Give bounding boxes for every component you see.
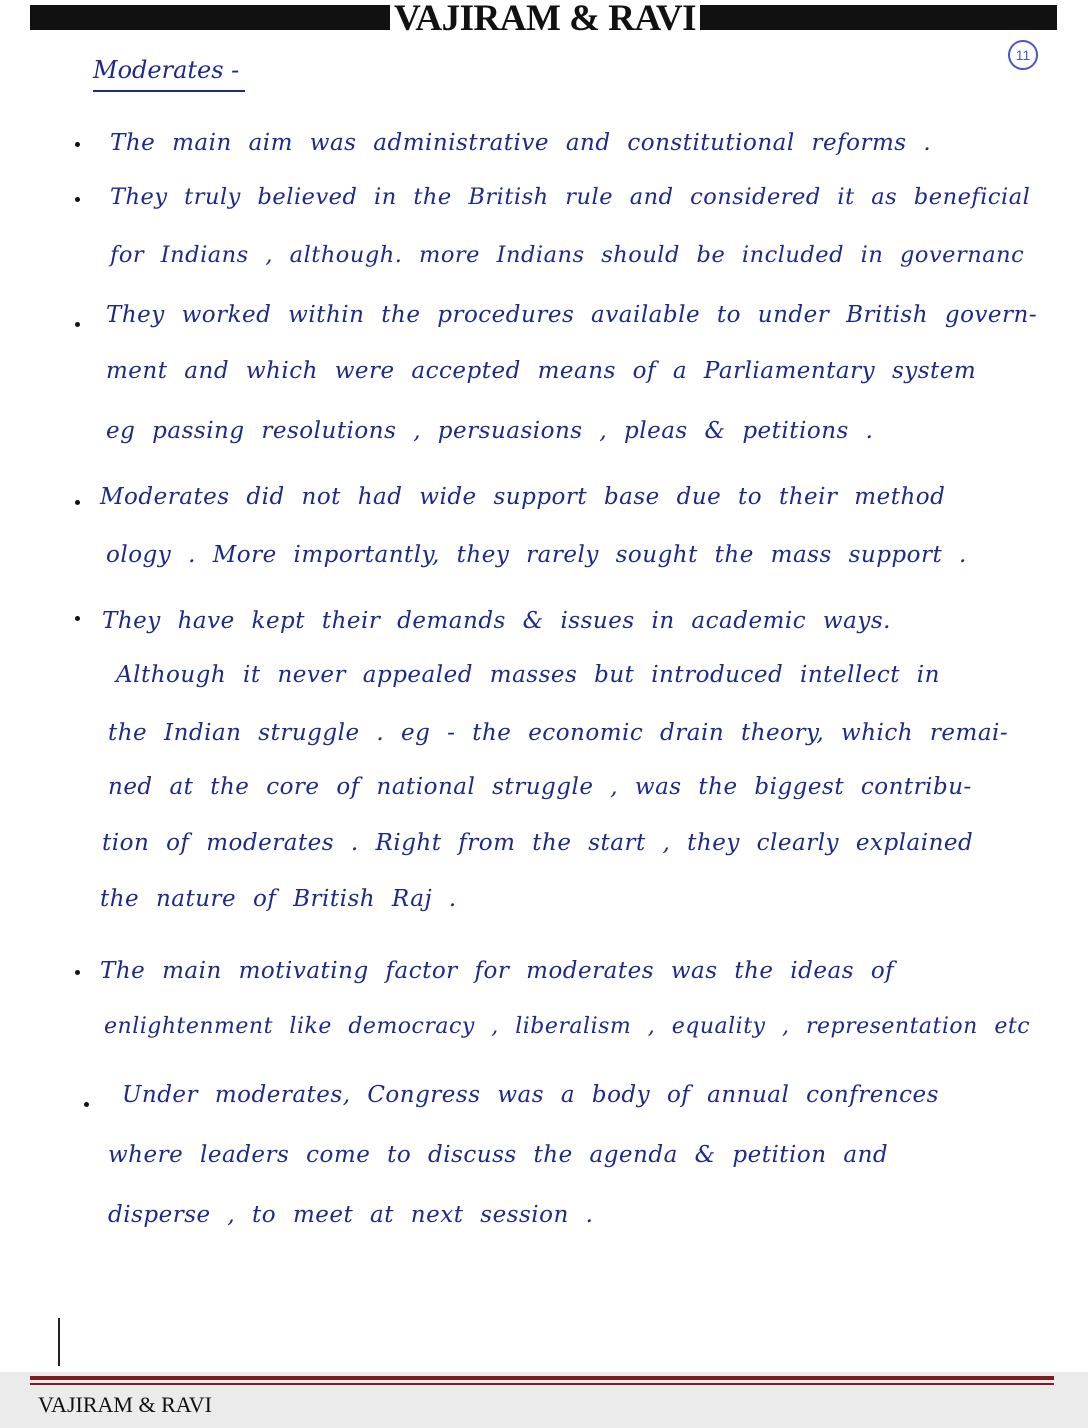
bullet-dot bbox=[75, 500, 80, 505]
note-line: Under moderates, Congress was a body of annual confrences bbox=[122, 1082, 939, 1108]
note-line: where leaders come to discuss the agenda & petition and bbox=[108, 1142, 889, 1168]
note-line: eg passing resolutions , persuasions , pleas & petitions . bbox=[106, 418, 874, 444]
note-line: enlightenment like democracy , liberalism , equality , representation etc bbox=[104, 1014, 1031, 1039]
bullet-dot bbox=[75, 197, 80, 202]
bullet-dot bbox=[75, 322, 80, 327]
note-line: the nature of British Raj . bbox=[100, 886, 457, 912]
note-line: ology . More importantly, they rarely sought the mass support . bbox=[106, 542, 967, 568]
notes-title: Moderates - bbox=[93, 56, 245, 92]
page-number-badge: 11 bbox=[1008, 40, 1038, 70]
note-line: They worked within the procedures available to under British govern- bbox=[106, 302, 1038, 328]
note-line: The main aim was administrative and constitutional reforms . bbox=[110, 130, 932, 156]
header-brand: VAJIRAM & RAVI bbox=[393, 0, 697, 39]
note-line: Although it never appealed masses but introduced intellect in bbox=[116, 662, 940, 688]
note-line: for Indians , although. more Indians should be included in governanc bbox=[110, 242, 1025, 268]
bullet-dot bbox=[75, 142, 80, 147]
note-line: tion of moderates . Right from the start , they clearly explained bbox=[102, 830, 974, 856]
margin-line bbox=[58, 1318, 60, 1366]
note-line: ned at the core of national struggle , was the biggest contribu- bbox=[108, 774, 972, 800]
footer-label: VAJIRAM & RAVI bbox=[38, 1392, 213, 1417]
note-line: They have kept their demands & issues in academic ways. bbox=[102, 608, 891, 634]
note-line: Moderates did not had wide support base due to their method bbox=[100, 484, 946, 510]
note-line: disperse , to meet at next session . bbox=[108, 1202, 594, 1228]
note-line: The main motivating factor for moderates was the ideas of bbox=[100, 958, 895, 984]
bullet-dot bbox=[75, 970, 80, 975]
footer-rule bbox=[30, 1376, 1054, 1380]
footer-rule bbox=[30, 1383, 1054, 1385]
note-line: ment and which were accepted means of a Parliamentary system bbox=[106, 358, 977, 384]
note-line: They truly believed in the British rule and considered it as beneficial bbox=[110, 184, 1031, 210]
page-footer bbox=[0, 1372, 1088, 1428]
bullet-dot bbox=[75, 616, 80, 621]
bullet-dot bbox=[84, 1102, 89, 1107]
note-line: the Indian struggle . eg - the economic drain theory, which remai- bbox=[108, 720, 1009, 746]
